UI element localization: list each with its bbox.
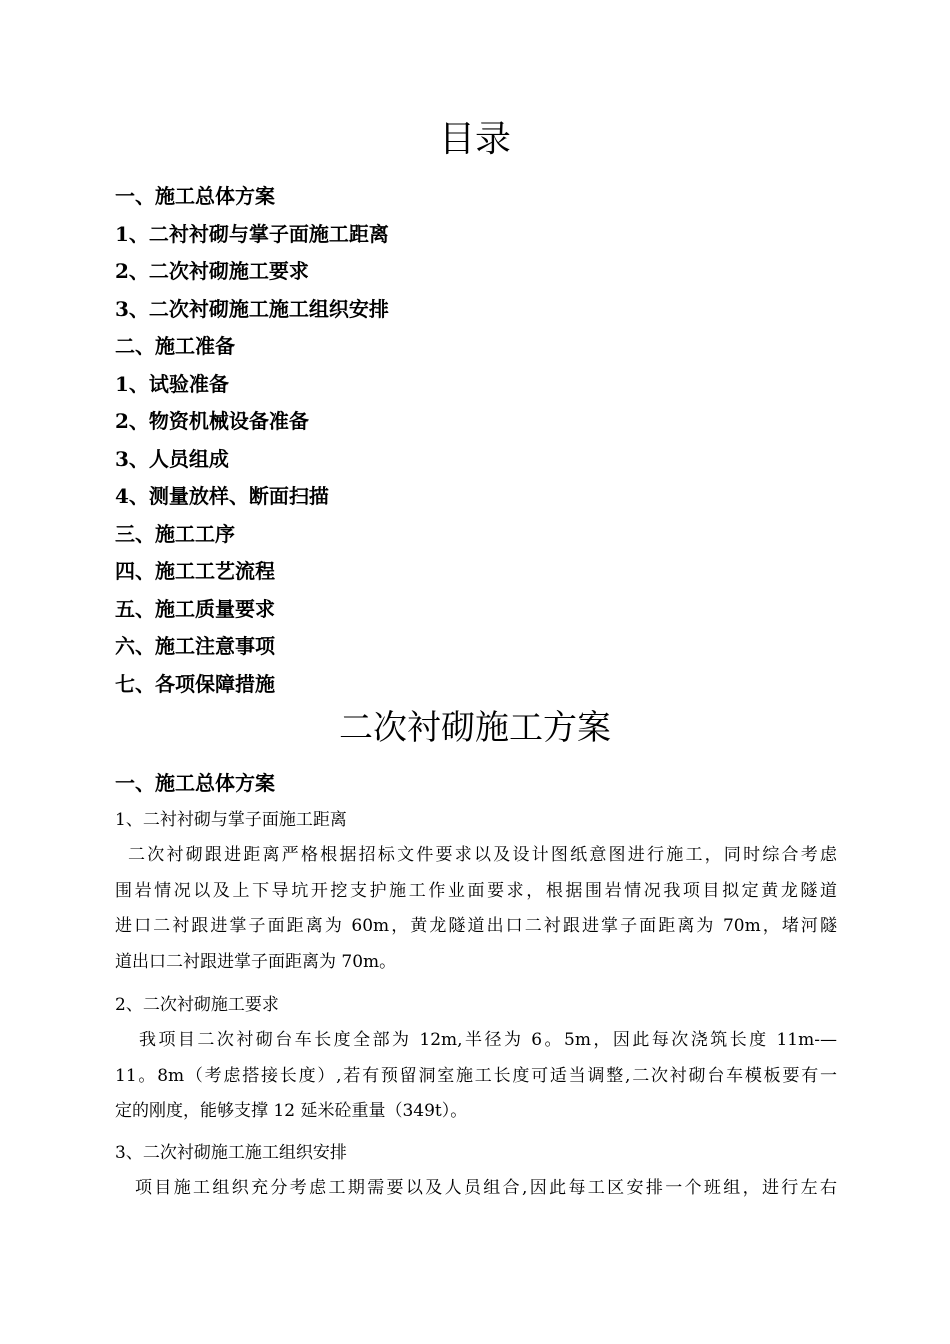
toc-item: 3、二次衬砌施工施工组织安排: [115, 296, 389, 321]
toc-item: 2、二次衬砌施工要求: [115, 259, 309, 283]
toc-title: 目录: [438, 119, 511, 160]
subsection-heading: 3、二次衬砌施工施工组织安排: [115, 1143, 347, 1163]
subsection-heading: 1、二衬衬砌与掌子面施工距离: [115, 810, 347, 830]
toc-item: 五、施工质量要求: [115, 596, 275, 621]
section-heading: 一、施工总体方案: [115, 771, 275, 795]
toc-item: 二、施工准备: [115, 334, 235, 358]
paragraph-line: 我项目二次衬砌台车长度全部为 12m,半径为 6。5m，因此每次浇筑长度 11m-—: [139, 1030, 837, 1050]
paragraph-line: 项目施工组织充分考虑工期需要以及人员组合,因此每工区安排一个班组，进行左右: [135, 1178, 837, 1198]
paragraph: [115, 1023, 837, 1130]
toc-item: 2、物资机械设备准备: [115, 409, 309, 433]
paragraph-line: 11。8m（考虑搭接长度）,若有预留洞室施工长度可适当调整,二次衬砌台车模板要有一: [115, 1065, 837, 1086]
toc-item: 3、人员组成: [115, 446, 229, 471]
paragraph-line: 进口二衬跟进掌子面距离为 60m，黄龙隧道出口二衬跟进掌子面距离为 70m，堵河隧: [115, 916, 837, 936]
paragraph-line: 围岩情况以及上下导坑开挖支护施工作业面要求，根据围岩情况我项目拟定黄龙隧道: [115, 880, 837, 901]
paragraph: [115, 838, 837, 980]
toc-item: 六、施工注意事项: [115, 634, 275, 658]
toc-item: 七、各项保障措施: [115, 671, 275, 696]
document-title: 二次衬砌施工方案: [339, 708, 611, 748]
toc-item: 1、二衬衬砌与掌子面施工距离: [115, 221, 389, 246]
toc-item: 四、施工工艺流程: [115, 559, 275, 583]
paragraph-line: 道出口二衬跟进掌子面距离为 70m。: [115, 951, 397, 972]
toc-item: 1、试验准备: [115, 371, 229, 396]
toc-list: [115, 178, 835, 703]
paragraph-line: 二次衬砌跟进距离严格根据招标文件要求以及设计图纸意图进行施工，同时综合考虑: [128, 845, 837, 865]
toc-item: 三、施工工序: [115, 521, 235, 546]
toc-item: 4、测量放样、断面扫描: [115, 484, 329, 508]
paragraph: [115, 1171, 837, 1207]
subsection-heading: 2、二次衬砌施工要求: [115, 995, 279, 1015]
paragraph-line: 定的刚度，能够支撑 12 延米砼重量（349t）。: [115, 1101, 468, 1121]
toc-item: 一、施工总体方案: [115, 184, 275, 208]
